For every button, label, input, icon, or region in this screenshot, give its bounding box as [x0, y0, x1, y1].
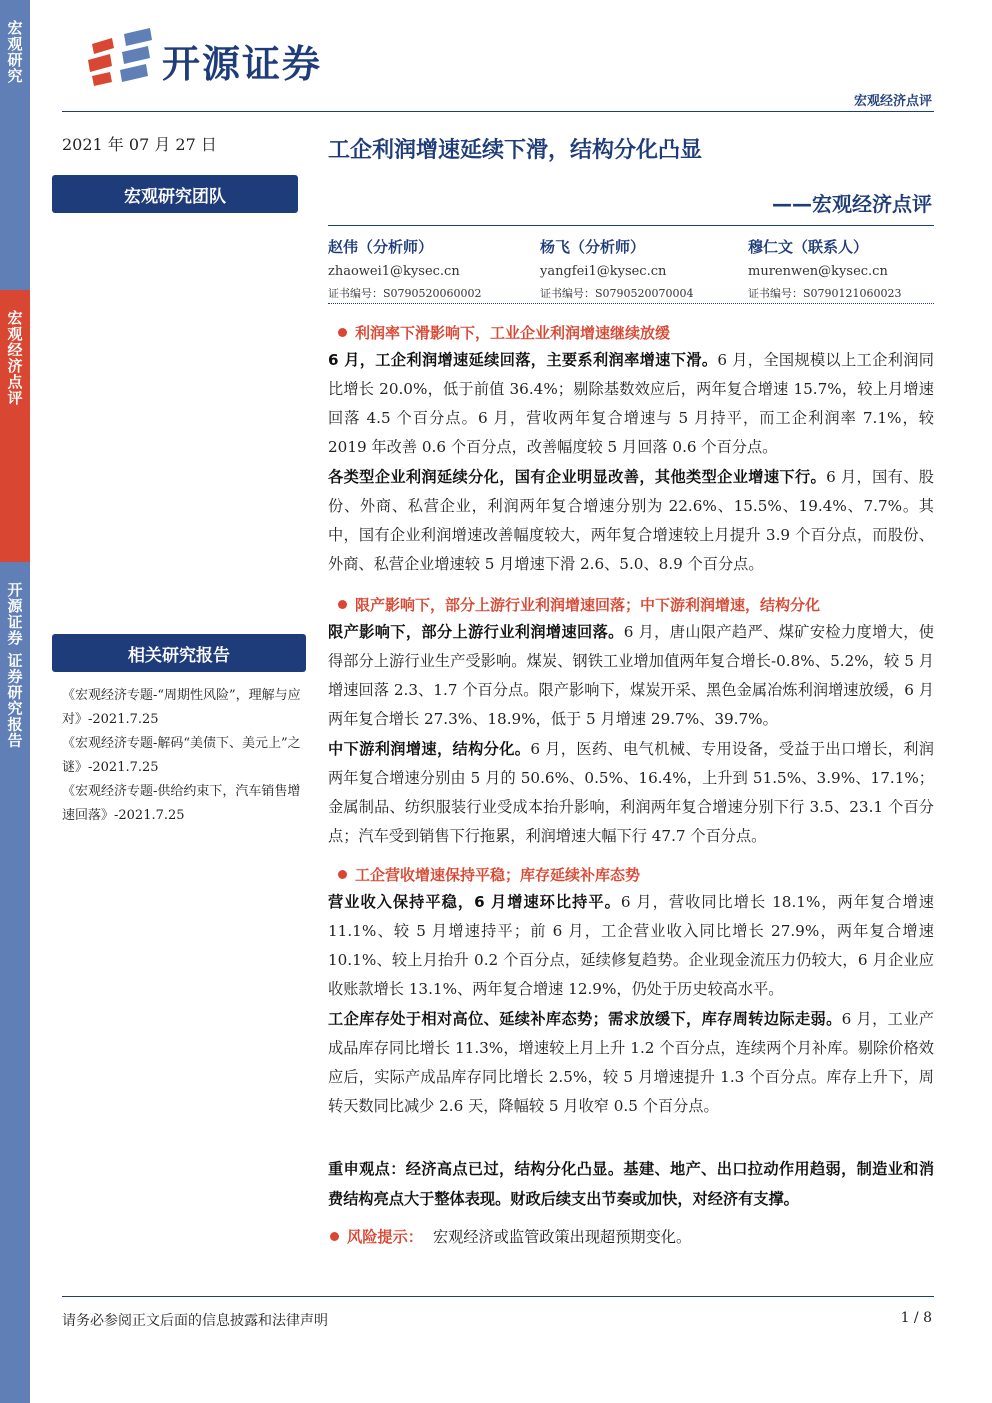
analyst-cert: 证书编号：S0790520060002: [328, 287, 482, 300]
related-report-link[interactable]: 《宏观经济专题-供给约束下，汽车销售增速回落》-2021.7.25: [62, 784, 301, 823]
analyst-card: [328, 236, 528, 301]
analyst-cert: 证书编号：S0790121060023: [748, 287, 902, 300]
body-paragraph: 工企库存处于相对高位、延续补库态势；需求放缓下，库存周转边际走弱。6 月，工业产成品库存同比增长 11.3%，增速较上月上升 1.2 个百分点，连续两个月补库。剔除价格效应后，实际产成品库存同比增长 2.5%，较 5 月增速提升 1.3 个百分点。库存上升下，周转天数同比减少 2.6 天，降幅较 5 月收窄 0.5 个百分点。: [328, 1010, 934, 1115]
section-heading: 工企营收增速保持平稳；库存延续补库态势: [338, 864, 640, 885]
analyst-email[interactable]: yangfei1@kysec.cn: [540, 264, 667, 279]
related-report-link[interactable]: 《宏观经济专题-解码“美债下、美元上”之谜》-2021.7.25: [62, 736, 301, 775]
related-report-link[interactable]: 《宏观经济专题-“周期性风险”，理解与应对》-2021.7.25: [62, 688, 301, 727]
page-title: 工企利润增速延续下滑，结构分化凸显: [328, 138, 703, 163]
body-paragraph: 中下游利润增速，结构分化。6 月，医药、电气机械、专用设备，受益于出口增长，利润两年复合增速分别由 5 月的 50.6%、0.5%、16.4%，上升到 51.5%、3.9%、17.1%；金属制品、纺织服装行业受成本抬升影响，利润两年复合增速分别下行 3.5、23.1 个百分点；汽车受到销售下行拖累，利润增速大幅下行 47.7 个百分点。: [328, 740, 934, 845]
side-tab-macro-review: 宏观经济点评: [0, 290, 30, 562]
header-tag: 宏观经济点评: [853, 94, 932, 109]
header-divider: [62, 111, 934, 112]
body-paragraph: 各类型企业利润延续分化，国有企业明显改善，其他类型企业增速下行。6 月，国有、股份、外商、私营企业，利润两年复合增速分别为 22.6%、15.5%、19.4%、7.7%。其中，国有企业利润增速改善幅度较大，两年复合增速较上月提升 3.9 个百分点，而股份、外商、私营企业增速较 5 月增速下滑 2.6、5.0、8.9 个百分点。: [328, 468, 934, 573]
body-paragraph: 营业收入保持平稳，6 月增速环比持平。6 月，营收同比增长 18.1%，两年复合增速 11.1%、较 5 月增速持平；前 6 月，工企营业收入同比增长 27.9%，两年复合增速 10.1%、较上月抬升 0.2 个百分点，延续修复趋势。企业现金流压力仍较大，6 月企业应收账款增长 13.1%、两年复合增速 12.9%，仍处于历史较高水平。: [328, 893, 934, 998]
side-tab-macro-research: 宏观研究: [0, 0, 30, 290]
analyst-name: 杨飞（分析师）: [540, 238, 646, 256]
risk-note: [330, 1226, 691, 1247]
bullet-icon: [338, 870, 347, 879]
report-date: 2021 年 07 月 27 日: [62, 135, 217, 154]
bullet-icon: [330, 1232, 339, 1241]
related-reports-list: [62, 684, 308, 828]
page-subtitle: ——宏观经济点评: [772, 192, 932, 216]
analyst-name: 赵伟（分析师）: [328, 238, 434, 256]
risk-text: 宏观经济或监管政策出现超预期变化。: [432, 1228, 692, 1246]
page-number: 1 / 8: [900, 1310, 932, 1326]
bullet-icon: [338, 328, 347, 337]
analyst-divider: [328, 303, 934, 304]
core-view: 重申观点：经济高点已过，结构分化凸显。基建、地产、出口拉动作用趋弱，制造业和消费结构亮点大于整体表现。财政后续支出节奏或加快，对经济有支撑。: [328, 1160, 934, 1208]
bullet-icon: [338, 600, 347, 609]
footer-divider: [62, 1296, 934, 1297]
title-divider: [328, 225, 934, 226]
team-badge: 宏观研究团队: [52, 175, 298, 213]
section-heading: 限产影响下，部分上游行业利润增速回落；中下游利润增速，结构分化: [338, 594, 820, 615]
analyst-name: 穆仁文（联系人）: [748, 238, 869, 256]
risk-label: 风险提示：: [347, 1228, 423, 1246]
related-reports-header: 相关研究报告: [52, 634, 306, 672]
logo-text: 开源证券: [162, 42, 323, 86]
analyst-email[interactable]: murenwen@kysec.cn: [748, 264, 888, 279]
body-paragraph: 6 月，工企利润增速延续回落，主要系利润率增速下滑。6 月，全国规模以上工企利润同比增长 20.0%，低于前值 36.4%；剔除基数效应后，两年复合增速 15.7%，较上月增速回落 4.5 个百分点。6 月，营收两年复合增速与 5 月持平，而工企利润率 7.1%，较 2019 年改善 0.6 个百分点，改善幅度较 5 月回落 0.6 个百分点。: [328, 351, 934, 456]
analyst-card: [540, 236, 740, 301]
analyst-email[interactable]: zhaowei1@kysec.cn: [328, 264, 460, 279]
section-heading: 利润率下滑影响下，工业企业利润增速继续放缓: [338, 322, 670, 343]
body-paragraph: 限产影响下，部分上游行业利润增速回落。6 月，唐山限产趋严、煤矿安检力度增大，使得部分上游行业生产受影响。煤炭、钢铁工业增加值两年复合增长-0.8%、5.2%，较 5 月增速回落 2.3、1.7 个百分点。限产影响下，煤炭开采、黑色金属冶炼利润增速放缓，6 月两年复合增长 27.3%、18.9%，低于 5 月增速 29.7%、39.7%。: [328, 623, 934, 728]
analyst-card: [748, 236, 948, 301]
footer-disclaimer: 请务必参阅正文后面的信息披露和法律声明: [62, 1313, 328, 1329]
analyst-cert: 证书编号：S0790520070004: [540, 287, 694, 300]
side-tab-kysec-report: 开源证券 证券研究报告: [0, 562, 30, 1403]
